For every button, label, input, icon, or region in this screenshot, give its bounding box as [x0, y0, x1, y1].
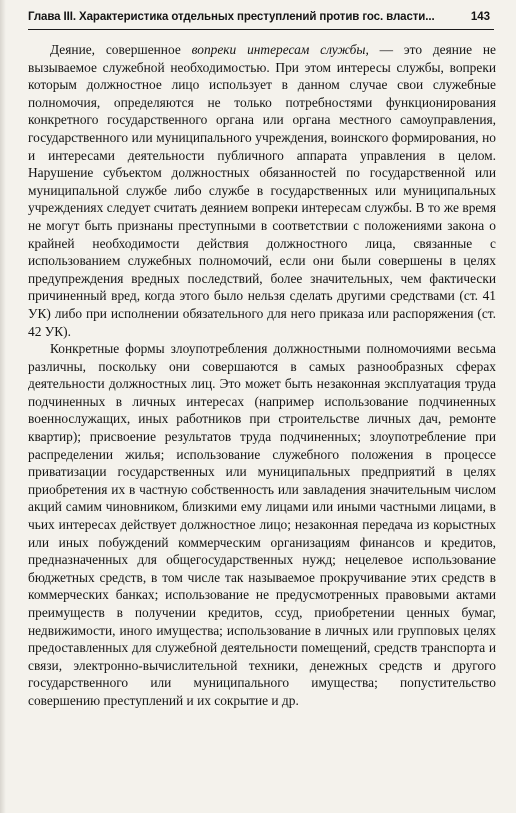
paragraph-2: Конкретные формы злоупотребления должностными полномочиями весьма различны, поскольку они совершаются в самых разнообразных сферах деятельности должностных лиц. Это может быть незаконная эксплуатация труда подчиненных в личных интересах (например использование подчиненных военнослужащих, иных работников при строительстве личных дач, ремонте квартир); присвоение результатов труда подчиненных; злоупотребление при распределении жилья; использование служебного положения в процессе приватизации государственных или муниципальных предприятий в целях приобретения их в частную собственность или завладения значительным числом акций самим чиновником, близкими ему лицами или иными частными лицами, в чьих интересах действует должностное лицо; незаконная передача из корыстных или иных побуждений коммерческим организациям финансов и кредитов, предназначенных для общегосударственных нужд; нецелевое использование бюджетных средств, в том числе так называемое прокручивание этих средств в коммерческих банках; использование не предусмотренных правовыми актами преимуществ в получении кредитов, ссуд, приобретении ценных бумаг, недвижимости, иного имущества; использование в личных или групповых целях предоставленных для служебной деятельности помещений, средств транспорта и связи, электронно-вычислительной техники, денежных средств и другого государственного или муниципального имущества; попустительство совершению преступлений и их сокрытие и др.: [28, 341, 496, 708]
paragraph-1-emphasis: вопреки интересам службы,: [191, 42, 369, 57]
page-body: [28, 41, 496, 710]
paragraph-1: [28, 41, 496, 340]
scan-shadow: [0, 0, 6, 813]
paragraph-1-lead: Деяние, совершенное: [50, 42, 192, 57]
running-title: Глава III. Характеристика отдельных преступлений против гос. власти...: [28, 11, 435, 23]
running-header: [28, 10, 494, 30]
paragraph-1-rest: — это деяние не вызываемое служебной необходимостью. При этом интересы службы, вопреки которым должностное лицо использует в данном случае свои служебные полномочия, определяются не только потребностями функционирования конкретного государственного органа или органа местного самоуправления, государственного или муниципального учреждения, воинского формирования, но и интересами деятельности публичного аппарата управления в целом. Нарушение субъектом должностных обязанностей по государственной или муниципальной службе либо службе в государственных или муниципальных учреждениях следует считать деянием вопреки интересам службы. В то же время не могут быть признаны преступными в соответствии с положениями закона о крайней необходимости действия должностного лица, связанные с использованием служебных полномочий, если они были совершены в целях предупреждения вредных последствий, более значительных, чем фактически причиненный вред, когда этого было нельзя сделать другими средствами (ст. 41 УК) либо при исполнении обязательного для него приказа или распоряжения (ст. 42 УК).: [28, 42, 496, 339]
page-number: 143: [470, 11, 490, 23]
